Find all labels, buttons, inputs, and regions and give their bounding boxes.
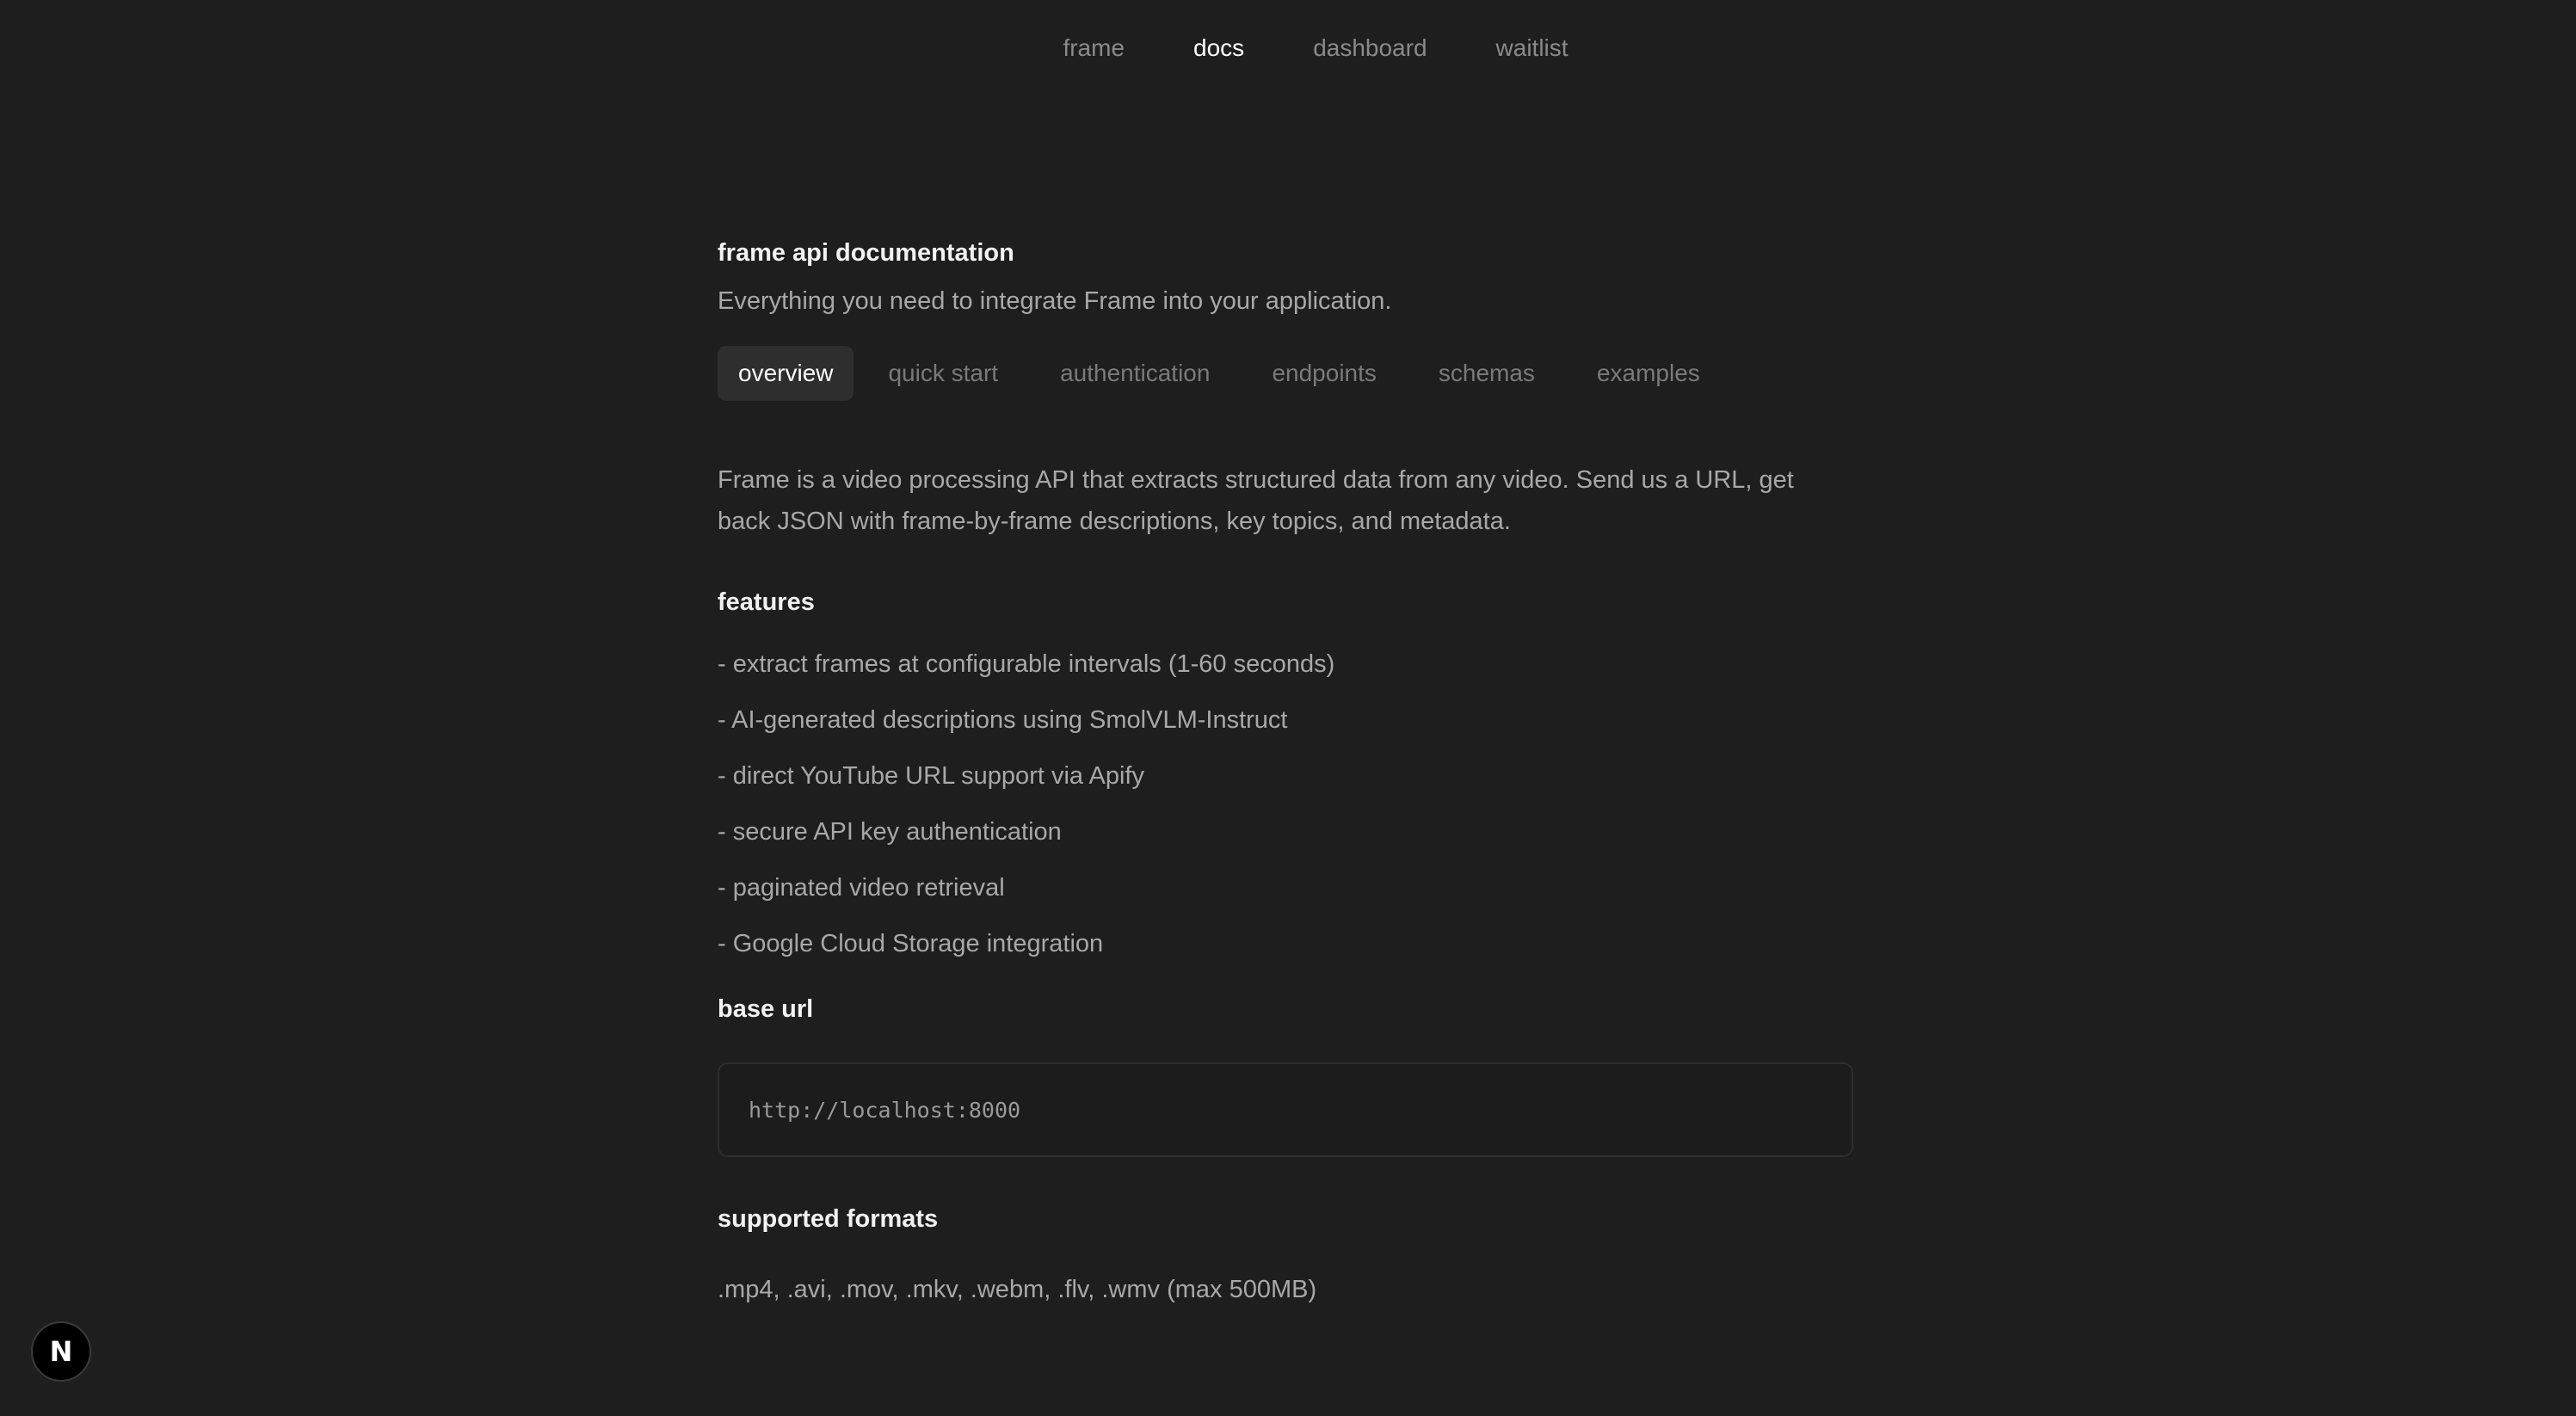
supported-formats-text: .mp4, .avi, .mov, .mkv, .webm, .flv, .wmv (max 500MB) bbox=[718, 1276, 1317, 1303]
page-title: frame api documentation bbox=[718, 239, 1014, 267]
nav-link-docs[interactable]: docs bbox=[1193, 34, 1245, 61]
nav-link-dashboard[interactable]: dashboard bbox=[1313, 34, 1427, 61]
top-nav bbox=[0, 28, 2576, 69]
tab-authentication[interactable]: authentication bbox=[1060, 360, 1211, 386]
nextjs-dev-indicator-button[interactable] bbox=[31, 1321, 91, 1382]
list-item: - AI-generated descriptions using SmolVLM-Instruct bbox=[718, 706, 1288, 734]
list-item: - Google Cloud Storage integration bbox=[718, 930, 1104, 957]
base-url-heading: base url bbox=[718, 995, 814, 1023]
docs-tabs bbox=[718, 346, 1853, 401]
base-url-code-block bbox=[718, 1062, 1853, 1157]
feature-list bbox=[718, 643, 1853, 964]
nav-link-frame[interactable]: frame bbox=[1063, 34, 1125, 61]
tab-endpoints[interactable]: endpoints bbox=[1272, 360, 1377, 386]
tab-overview[interactable]: overview bbox=[718, 346, 854, 401]
base-url-value: http://localhost:8000 bbox=[749, 1097, 1021, 1123]
overview-intro: Frame is a video processing API that extracts structured data from any video. Send us a URL, get back JSON with frame-by-frame descriptions, key topics, and metadata. bbox=[718, 466, 1794, 535]
features-heading: features bbox=[718, 588, 815, 616]
list-item: - secure API key authentication bbox=[718, 818, 1062, 846]
tab-quick-start[interactable]: quick start bbox=[888, 360, 999, 386]
nextjs-logo-icon: N bbox=[49, 1335, 73, 1368]
list-item: - paginated video retrieval bbox=[718, 874, 1005, 902]
supported-formats-heading: supported formats bbox=[718, 1205, 939, 1233]
docs-content bbox=[718, 231, 1853, 1310]
tab-schemas[interactable]: schemas bbox=[1438, 360, 1535, 386]
list-item: - extract frames at configurable intervals (1-60 seconds) bbox=[718, 650, 1335, 678]
tab-examples[interactable]: examples bbox=[1596, 360, 1700, 386]
page-subtitle: Everything you need to integrate Frame into your application. bbox=[718, 287, 1392, 315]
nav-link-waitlist[interactable]: waitlist bbox=[1495, 34, 1568, 61]
list-item: - direct YouTube URL support via Apify bbox=[718, 762, 1144, 790]
